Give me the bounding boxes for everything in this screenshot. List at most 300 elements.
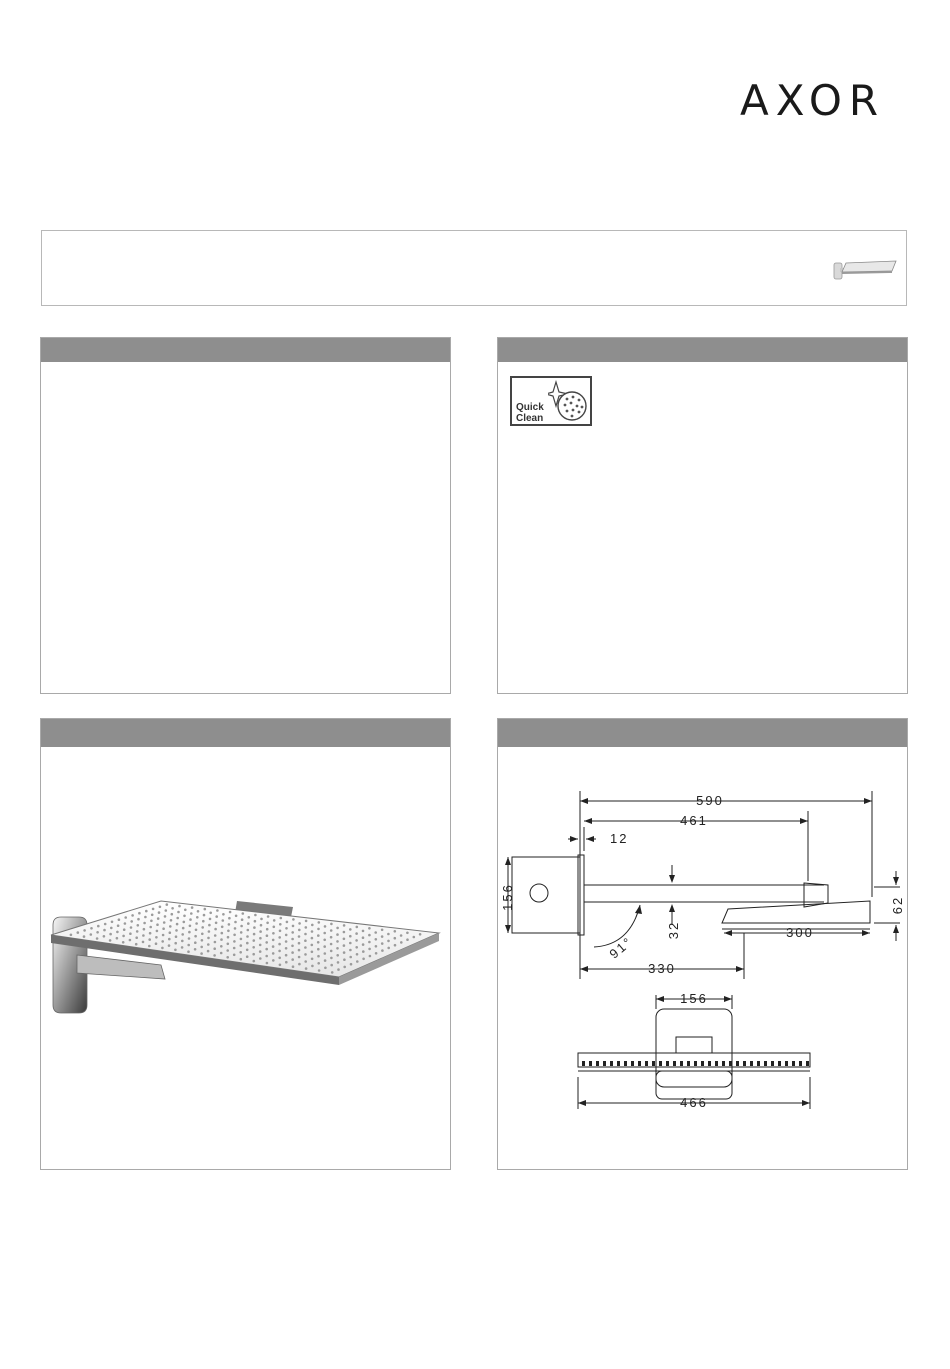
nozzle-dot [215, 922, 218, 925]
nozzle-dot [109, 939, 112, 942]
nozzle-dot [181, 946, 184, 949]
nozzle-dot [375, 945, 378, 948]
quickclean-line1: Quick [516, 402, 544, 413]
nozzle-dot [207, 950, 210, 953]
nozzle-dot [201, 939, 204, 942]
nozzle-dot [330, 943, 333, 946]
features-panel [497, 337, 908, 694]
nozzle-dot [259, 930, 262, 933]
nozzle-dot [148, 938, 151, 941]
nozzle-dot [317, 955, 320, 958]
nozzle-dot [285, 947, 288, 950]
nozzle-dot [117, 924, 120, 927]
nozzle-dot [214, 941, 217, 944]
nozzle-dot [171, 913, 174, 916]
nozzle-dot [305, 967, 308, 970]
nozzle-tick [701, 1061, 704, 1066]
nozzle-tick [694, 1061, 697, 1066]
nozzle-tick [673, 1061, 676, 1066]
nozzle-dot [83, 929, 86, 932]
nozzle-dot [298, 929, 301, 932]
nozzle-dot [201, 933, 204, 936]
nozzle-dot [311, 924, 314, 927]
nozzle-dot [387, 940, 390, 943]
nozzle-dot [227, 943, 230, 946]
nozzle-dot [304, 939, 307, 942]
nozzle-dot [174, 942, 177, 945]
nozzle-dot [266, 934, 269, 937]
nozzle-dot [343, 924, 346, 927]
nozzle-dot [214, 934, 217, 937]
nozzle-dot [259, 937, 262, 940]
dim-32: 32 [666, 920, 681, 940]
nozzle-dot [362, 930, 365, 933]
description-panel-header [41, 338, 450, 362]
nozzle-dot [260, 924, 263, 927]
dim-angle: 91° [606, 933, 636, 962]
nozzle-dot [324, 967, 327, 970]
nozzle-dot [202, 920, 205, 923]
nozzle-dot [247, 929, 250, 932]
dim-62: 62 [890, 895, 905, 915]
nozzle-dot [138, 912, 141, 915]
nozzle-dot [259, 944, 262, 947]
nozzle-dot [278, 950, 281, 953]
nozzle-dot [318, 969, 321, 972]
nozzle-dot [368, 934, 371, 937]
nozzle-dot [83, 935, 86, 938]
nozzle-dot [227, 930, 230, 933]
nozzle-dot [330, 923, 333, 926]
nozzle-tick [582, 1061, 585, 1066]
nozzle-tick [722, 1061, 725, 1066]
nozzle-tick [715, 1061, 718, 1066]
dimension-drawing [498, 747, 907, 1169]
nozzle-dot [149, 932, 152, 935]
nozzle-dot [317, 948, 320, 951]
nozzle-dot [265, 955, 268, 958]
nozzle-ticks [582, 1061, 809, 1066]
nozzle-dot [90, 933, 93, 936]
nozzle-dot [157, 917, 160, 920]
nozzle-tick [603, 1061, 606, 1066]
nozzle-dot [311, 944, 314, 947]
nozzle-tick [806, 1061, 809, 1066]
nozzle-dot [349, 949, 352, 952]
nozzle-dot [253, 926, 256, 929]
nozzle-dot [181, 933, 184, 936]
nozzle-dot [229, 911, 232, 914]
shower-head-image [41, 747, 450, 1169]
nozzle-dot [400, 934, 403, 937]
nozzle-dot [253, 960, 256, 963]
nozzle-dot [183, 915, 186, 918]
nozzle-dot [222, 919, 225, 922]
sparkle-nozzle-icon [548, 380, 592, 424]
nozzle-dot [131, 914, 134, 917]
nozzle-dot [387, 933, 390, 936]
nozzle-dot [381, 929, 384, 932]
nozzle-dot [298, 935, 301, 938]
nozzle-dot [298, 949, 301, 952]
nozzle-dot [394, 944, 397, 947]
nozzle-dot [96, 931, 99, 934]
nozzle-dot [161, 947, 164, 950]
nozzle-dot [349, 942, 352, 945]
nozzle-dot [189, 918, 192, 921]
product-header-box [41, 230, 907, 306]
nozzle-dot [311, 958, 314, 961]
nozzle-dot [96, 937, 99, 940]
brand-logo: AXOR [740, 76, 886, 125]
nozzle-dot [337, 961, 340, 964]
nozzle-tick [680, 1061, 683, 1066]
nozzle-dot [184, 909, 187, 912]
nozzle-dot [273, 919, 276, 922]
nozzle-dot [177, 911, 180, 914]
nozzle-dot [406, 932, 409, 935]
nozzle-dot [220, 952, 223, 955]
nozzle-dot [406, 938, 409, 941]
nozzle-dot [209, 912, 212, 915]
nozzle-dot [375, 938, 378, 941]
nozzle-dot [272, 959, 275, 962]
nozzle-dot [213, 947, 216, 950]
nozzle-dot [103, 935, 106, 938]
nozzle-dot [122, 935, 125, 938]
nozzle-dot [324, 952, 327, 955]
nozzle-dot [178, 905, 181, 908]
nozzle-dot [330, 936, 333, 939]
nozzle-dot [336, 940, 339, 943]
nozzle-dot [336, 947, 339, 950]
nozzle-dot [266, 922, 269, 925]
description-panel [40, 337, 451, 694]
nozzle-dot [324, 925, 327, 928]
nozzle-dot [337, 968, 340, 971]
quickclean-badge [510, 376, 592, 426]
nozzle-dot [285, 961, 288, 964]
nozzle-dot [291, 931, 294, 934]
nozzle-tick [750, 1061, 753, 1066]
nozzle-dot [129, 932, 132, 935]
nozzle-dot [239, 951, 242, 954]
nozzle-dot [161, 940, 164, 943]
nozzle-dot [246, 942, 249, 945]
nozzle-dot [349, 935, 352, 938]
nozzle-dot [298, 942, 301, 945]
nozzle-dot [254, 920, 257, 923]
nozzle-dot [278, 943, 281, 946]
nozzle-dot [216, 909, 219, 912]
nozzle-dot [111, 921, 114, 924]
nozzle-dot [266, 928, 269, 931]
nozzle-dot [305, 920, 308, 923]
nozzle-dot [183, 921, 186, 924]
nozzle-dot [191, 906, 194, 909]
nozzle-dot [394, 937, 397, 940]
nozzle-dot [331, 971, 334, 974]
nozzle-tick [589, 1061, 592, 1066]
nozzle-dot [124, 922, 127, 925]
nozzle-dot [368, 927, 371, 930]
nozzle-dot [169, 925, 172, 928]
nozzle-dot [175, 935, 178, 938]
nozzle-dot [150, 920, 153, 923]
nozzle-dot [343, 938, 346, 941]
nozzle-dot [292, 925, 295, 928]
nozzle-dot [368, 948, 371, 951]
nozzle-tick [617, 1061, 620, 1066]
nozzle-dot [356, 926, 359, 929]
nozzle-tick [610, 1061, 613, 1066]
product-image-panel [40, 718, 451, 1170]
nozzle-dot [234, 921, 237, 924]
nozzle-dot [156, 923, 159, 926]
nozzle-dot [116, 931, 119, 934]
nozzle-tick [778, 1061, 781, 1066]
nozzle-dot [265, 948, 268, 951]
nozzle-dot [381, 935, 384, 938]
nozzle-tick [764, 1061, 767, 1066]
nozzle-dot [195, 929, 198, 932]
nozzle-dot [171, 907, 174, 910]
nozzle-tick [666, 1061, 669, 1066]
nozzle-dot [203, 914, 206, 917]
nozzle-dot [148, 945, 151, 948]
nozzle-dot [356, 953, 359, 956]
nozzle-dot [285, 940, 288, 943]
nozzle-dot [369, 955, 372, 958]
technical-drawing-panel-header [498, 719, 907, 747]
nozzle-dot [291, 938, 294, 941]
nozzle-dot [355, 932, 358, 935]
nozzle-dot [221, 932, 224, 935]
nozzle-dot [188, 937, 191, 940]
nozzle-dot [189, 925, 192, 928]
nozzle-dot [143, 922, 146, 925]
nozzle-dot [317, 934, 320, 937]
nozzle-dot [349, 956, 352, 959]
nozzle-dot [187, 950, 190, 953]
nozzle-dot [135, 943, 138, 946]
nozzle-dot [280, 917, 283, 920]
nozzle-tick [743, 1061, 746, 1066]
dim-300: 300 [786, 925, 814, 940]
nozzle-dot [182, 927, 185, 930]
nozzle-dot [292, 918, 295, 921]
nozzle-dot [213, 954, 216, 957]
nozzle-dot [246, 949, 249, 952]
nozzle-dot [208, 924, 211, 927]
nozzle-tick [799, 1061, 802, 1066]
nozzle-dot [207, 937, 210, 940]
nozzle-dot [419, 933, 422, 936]
nozzle-dot [241, 918, 244, 921]
nozzle-tick [638, 1061, 641, 1066]
nozzle-dot [222, 913, 225, 916]
shower-head-thumbnail [832, 255, 898, 285]
nozzle-dot [122, 941, 125, 944]
nozzle-dot [168, 944, 171, 947]
nozzle-dot [233, 954, 236, 957]
nozzle-dot [298, 956, 301, 959]
nozzle-dot [252, 946, 255, 949]
nozzle-dot [143, 928, 146, 931]
nozzle-dot [413, 936, 416, 939]
nozzle-dot [343, 931, 346, 934]
nozzle-dot [156, 930, 159, 933]
nozzle-dot [298, 922, 301, 925]
nozzle-dot [137, 924, 140, 927]
nozzle-dot [116, 937, 119, 940]
nozzle-tick [659, 1061, 662, 1066]
nozzle-dot [374, 931, 377, 934]
nozzle-dot [387, 947, 390, 950]
nozzle-tick [785, 1061, 788, 1066]
nozzle-dot [349, 928, 352, 931]
nozzle-dot [278, 957, 281, 960]
nozzle-dot [233, 947, 236, 950]
nozzle-dot [103, 929, 106, 932]
nozzle-dot [164, 915, 167, 918]
nozzle-dot [318, 921, 321, 924]
nozzle-dot [90, 927, 93, 930]
nozzle-dot [194, 948, 197, 951]
nozzle-dot [142, 941, 145, 944]
nozzle-dot [279, 923, 282, 926]
nozzle-dot [273, 926, 276, 929]
nozzle-dot [155, 942, 158, 945]
nozzle-dot [292, 965, 295, 968]
nozzle-dot [165, 909, 168, 912]
nozzle-dot [291, 945, 294, 948]
nozzle-dot [200, 946, 203, 949]
nozzle-dot [362, 936, 365, 939]
nozzle-dot [311, 937, 314, 940]
nozzle-dot [259, 957, 262, 960]
nozzle-dot [215, 915, 218, 918]
nozzle-dot [136, 930, 139, 933]
nozzle-dot [123, 928, 126, 931]
nozzle-dot [381, 949, 384, 952]
nozzle-tick [652, 1061, 655, 1066]
nozzle-dot [135, 936, 138, 939]
nozzle-dot [159, 906, 162, 909]
nozzle-tick [645, 1061, 648, 1066]
nozzle-dot [317, 941, 320, 944]
nozzle-dot [188, 931, 191, 934]
nozzle-dot [227, 936, 230, 939]
nozzle-dot [235, 915, 238, 918]
nozzle-dot [221, 926, 224, 929]
nozzle-dot [400, 941, 403, 944]
nozzle-dot [272, 945, 275, 948]
nozzle-dot [204, 908, 207, 911]
nozzle-dot [208, 930, 211, 933]
nozzle-dot [170, 919, 173, 922]
nozzle-tick [792, 1061, 795, 1066]
nozzle-dot [190, 912, 193, 915]
nozzle-dot [350, 963, 353, 966]
nozzle-dot [70, 934, 73, 937]
nozzle-dot [336, 927, 339, 930]
nozzle-dot [158, 911, 161, 914]
nozzle-dot [248, 916, 251, 919]
nozzle-dot [240, 925, 243, 928]
nozzle-dot [207, 943, 210, 946]
nozzle-dot [278, 936, 281, 939]
dim-156-top: 156 [680, 991, 708, 1006]
nozzle-dot [343, 958, 346, 961]
nozzle-dot [252, 953, 255, 956]
nozzle-dot [304, 933, 307, 936]
nozzle-dot [323, 932, 326, 935]
nozzle-dot [291, 958, 294, 961]
nozzle-dot [214, 928, 217, 931]
nozzle-dot [247, 922, 250, 925]
dim-590: 590 [696, 793, 724, 808]
nozzle-dot [246, 935, 249, 938]
nozzle-dot [124, 916, 127, 919]
nozzle-dot [200, 952, 203, 955]
nozzle-dot [324, 959, 327, 962]
nozzle-dot [298, 963, 301, 966]
nozzle-dot [368, 941, 371, 944]
nozzle-dot [109, 933, 112, 936]
nozzle-dot [144, 916, 147, 919]
nozzle-dot [285, 934, 288, 937]
nozzle-dot [152, 908, 155, 911]
nozzle-dot [220, 938, 223, 941]
dim-12: 12 [610, 831, 629, 846]
dim-156-side: 156 [500, 883, 515, 911]
nozzle-dot [155, 936, 158, 939]
nozzle-dot [259, 950, 262, 953]
nozzle-dot [362, 943, 365, 946]
nozzle-dot [311, 951, 314, 954]
nozzle-dot [336, 954, 339, 957]
technical-drawing-panel [497, 718, 908, 1170]
nozzle-dot [110, 927, 113, 930]
nozzle-dot [272, 932, 275, 935]
nozzle-dot [162, 934, 165, 937]
nozzle-dot [336, 933, 339, 936]
nozzle-dot [254, 914, 257, 917]
nozzle-dot [228, 917, 231, 920]
nozzle-dot [311, 930, 314, 933]
nozzle-dot [272, 939, 275, 942]
nozzle-dot [253, 933, 256, 936]
nozzle-dot [166, 903, 169, 906]
nozzle-tick [757, 1061, 760, 1066]
nozzle-dot [226, 949, 229, 952]
nozzle-dot [311, 965, 314, 968]
nozzle-dot [240, 958, 243, 961]
nozzle-tick [596, 1061, 599, 1066]
nozzle-dot [209, 918, 212, 921]
nozzle-tick [624, 1061, 627, 1066]
nozzle-dot [381, 942, 384, 945]
nozzle-tick [771, 1061, 774, 1066]
nozzle-dot [362, 950, 365, 953]
nozzle-dot [317, 962, 320, 965]
dim-461: 461 [680, 813, 708, 828]
nozzle-dot [304, 946, 307, 949]
nozzle-dot [343, 966, 346, 969]
nozzle-dot [233, 940, 236, 943]
nozzle-dot [304, 960, 307, 963]
